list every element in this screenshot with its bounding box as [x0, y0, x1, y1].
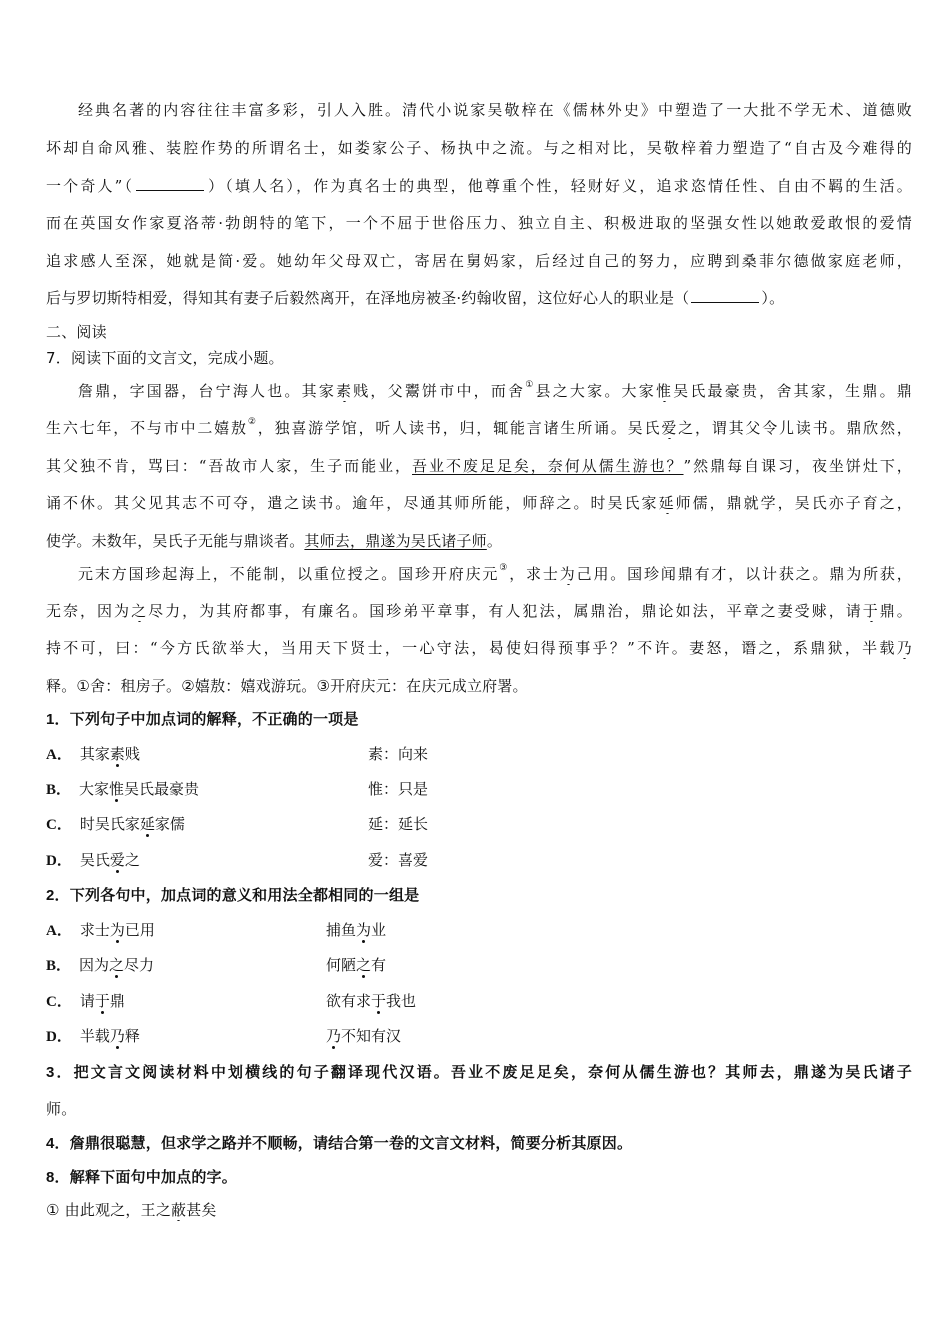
option-label: C． — [46, 817, 72, 833]
sub2-option-b[interactable] — [46, 954, 154, 977]
option-label: B． — [46, 958, 72, 974]
text: 业 — [371, 921, 387, 939]
option-label: C． — [46, 994, 72, 1010]
text: 大家 — [79, 780, 110, 798]
sub1-gloss-d: 爱：喜爱 — [368, 851, 429, 869]
text: 元末方国珍起海上，不能制，以重位授之。国珍开府庆元 — [78, 565, 500, 583]
text: ，求士 — [509, 565, 560, 583]
section-heading: 二、阅读 — [46, 323, 107, 341]
text: 时吴氏家 — [79, 815, 140, 833]
text: 其父独不肯，骂曰：“吾故市人家，生子而能业， — [46, 457, 412, 475]
q7-p1-line-2 — [46, 417, 912, 439]
sub1-gloss-c: 延：延长 — [368, 815, 429, 833]
dotted-word: 蔽 — [171, 1201, 187, 1219]
q8-prompt — [46, 1166, 912, 1189]
underlined-sentence: 吾业不废足足矣，奈何从儒生游也？ — [412, 457, 684, 475]
option-label: D． — [46, 853, 72, 869]
dotted-word: 之 — [109, 956, 125, 974]
sub1-option-a[interactable] — [46, 743, 140, 766]
intro-line-6 — [46, 287, 912, 309]
text: 何陋 — [326, 956, 357, 974]
dotted-word: 之 — [356, 956, 372, 974]
option-label: D． — [46, 1029, 72, 1045]
intro-line-1: 经典名著的内容往往丰富多彩，引人入胜。清代小说家吴敬梓在《儒林外史》中塑造了一大批不学无术、道德败 — [78, 101, 912, 119]
text: 吴氏最豪贵，舍其家，生鼎。鼎 — [673, 382, 912, 400]
text: 已用 — [124, 921, 155, 939]
text: 尽力，为其府都事，有廉名。国珍弟平章事，有人犯法，属鼎治，鼎论如法，平章之妻受赇，请 — [148, 602, 863, 620]
text: 贱，父鬻饼市中，而舍 — [353, 382, 526, 400]
text: 。 — [486, 532, 503, 550]
q8-prompt-text: 8．解释下面句中加点的字。 — [46, 1169, 237, 1186]
text: 吴氏最豪贵 — [124, 780, 200, 798]
text: 己用。国珍闻鼎有才，以计获之。鼎为所获， — [576, 565, 912, 583]
dotted-word: 于 — [862, 602, 880, 620]
answer-blank-1[interactable] — [136, 176, 204, 191]
q7-p1-line-4 — [46, 492, 912, 514]
dotted-word: 爱 — [661, 419, 679, 437]
intro-line-3 — [46, 175, 912, 197]
dotted-word: 为 — [356, 921, 372, 939]
sub2-option-a[interactable] — [46, 919, 155, 942]
sub2-option-b-pair — [326, 954, 386, 976]
dotted-word: 乃 — [326, 1027, 342, 1045]
sub1-stem-text: 1．下列句子中加点词的解释，不正确的一项是 — [46, 711, 359, 728]
text: 贱 — [124, 745, 140, 763]
q7-sub2-stem — [46, 884, 912, 907]
text: 半载 — [79, 1027, 110, 1045]
dotted-word: 为 — [559, 565, 577, 583]
sub1-gloss-a: 素：向来 — [368, 745, 429, 763]
dotted-word: 为 — [109, 921, 125, 939]
text: 不知有汉 — [341, 1027, 402, 1045]
text: 家儒 — [154, 815, 185, 833]
intro-line-4: 而在英国女作家夏洛蒂·勃朗特的笔下，一个不屈于世俗压力、独立自主、积极进取的坚强女性以她敢爱敢恨的爱情 — [46, 214, 912, 232]
dotted-word: 乃 — [109, 1027, 125, 1045]
text: 我也 — [386, 992, 417, 1010]
text: ，独喜游学馆，听人读书，归，辄能言诸生所诵。吴氏 — [257, 419, 662, 437]
footnote-mark: ② — [247, 417, 258, 427]
sub1-option-c[interactable] — [46, 813, 185, 836]
sub4-text: 4．詹鼎很聪慧，但求学之路并不顺畅，请结合第一卷的文言文材料，简要分析其原因。 — [46, 1135, 633, 1152]
sub1-option-b[interactable] — [46, 778, 199, 801]
q7-prompt: 7．阅读下面的文言文，完成小题。 — [46, 349, 284, 367]
text: 诵不休。其父见其志不可夺，遣之读书。逾年，尽通其师所能，师辞之。时吴氏家 — [46, 494, 659, 512]
text: 有 — [371, 956, 387, 974]
footnote-mark: ③ — [499, 563, 510, 573]
q7-p1-line-5 — [46, 530, 912, 552]
intro-line-2: 坏却自命风雅、装腔作势的所谓名士，如娄家公子、杨执中之流。与之相对比，吴敬梓着力塑造了“自古及今难得的 — [46, 139, 912, 157]
intro-line-6-a: 后与罗切斯特相爱，得知其有妻子后毅然离开，在泽地房被圣·约翰收留，这位好心人的职业是（ — [46, 289, 690, 307]
text: 因为 — [79, 956, 110, 974]
q7-p1-line-3 — [46, 455, 912, 477]
dotted-word: 于 — [371, 992, 387, 1010]
text: 其家 — [79, 745, 110, 763]
dotted-word: 惟 — [655, 382, 674, 400]
sub1-gloss-b: 惟：只是 — [368, 780, 429, 798]
dotted-word: 素 — [109, 745, 125, 763]
answer-blank-2[interactable] — [691, 288, 759, 303]
text: 求士 — [79, 921, 110, 939]
q7-p1-line-1 — [78, 380, 912, 402]
text: 使学。未数年，吴氏子无能与鼎谈者。 — [46, 532, 305, 550]
dotted-word: 素 — [336, 382, 354, 400]
text: 之，谓其父令儿读书。鼎欣然， — [678, 419, 912, 437]
text: 释 — [124, 1027, 140, 1045]
intro-line-6-b: ）。 — [761, 289, 785, 307]
text: 尽力 — [124, 956, 155, 974]
text: 生六七年，不与市中二嬉敖 — [46, 419, 248, 437]
sub2-option-a-pair — [326, 919, 386, 941]
text: 鼎。 — [879, 602, 912, 620]
text: 鼎 — [109, 992, 125, 1010]
dotted-word: 惟 — [109, 780, 125, 798]
footnote-mark: ① — [525, 380, 536, 390]
underlined-sentence: 其师去，鼎遂为吴氏诸子师 — [304, 532, 487, 550]
q7-sub4 — [46, 1132, 912, 1155]
dotted-word: 爱 — [109, 851, 125, 869]
option-label: A． — [46, 923, 72, 939]
q7-sub3-line-1 — [46, 1061, 912, 1083]
dotted-word: 乃 — [896, 639, 912, 657]
text: 之 — [124, 851, 140, 869]
sub2-option-d[interactable] — [46, 1025, 140, 1048]
q7-p2-line-2 — [46, 600, 912, 622]
text: 捕鱼 — [326, 921, 357, 939]
q7-p2-line-3 — [46, 637, 912, 659]
q8-item-1 — [46, 1199, 912, 1221]
text: 持不可，曰：“今方氏欲举大，当用天下贤士，一心守法，曷使妇得预事乎？”不许。妻怒，谮之，系鼎狱，半载 — [46, 639, 897, 657]
option-label: A． — [46, 747, 72, 763]
q7-sub3-line-2: 师。 — [46, 1100, 77, 1118]
dotted-word: 于 — [94, 992, 110, 1010]
text: 欲有求 — [326, 992, 372, 1010]
dotted-word: 之 — [131, 602, 149, 620]
text: 吴氏 — [79, 851, 110, 869]
dotted-word: 延 — [139, 815, 155, 833]
text: 师儒，鼎就学，吴氏亦子育之， — [675, 494, 912, 512]
intro-line-3-a: 一个奇人”（ — [46, 177, 135, 195]
sub1-option-d[interactable] — [46, 849, 140, 872]
sub2-option-c-pair — [326, 990, 416, 1012]
sub2-option-c[interactable] — [46, 990, 125, 1013]
option-label: B． — [46, 782, 72, 798]
intro-line-5: 追求感人至深，她就是简·爱。她幼年父母双亡，寄居在舅妈家，后经过自己的努力，应聘到桑菲尔德做家庭老师， — [46, 252, 912, 270]
sub3-text: 3．把文言文阅读材料中划横线的句子翻译现代汉语。吾业不废足足矣，奈何从儒生游也？其师去，鼎遂为吴氏诸子 — [46, 1064, 912, 1081]
q7-p2-line-1 — [78, 563, 912, 585]
sub2-stem-text: 2．下列各句中，加点词的意义和用法全都相同的一组是 — [46, 887, 420, 904]
text: ”然鼎每自课习，夜坐饼灶下， — [683, 457, 912, 475]
text: 甚矣 — [186, 1201, 217, 1219]
intro-line-3-b: ）（填人名），作为真名士的典型，他尊重个性，轻财好义，追求恣情任性、自由不羁的生活。 — [206, 177, 912, 195]
text: 无奈，因为 — [46, 602, 132, 620]
text: 詹鼎，字国器，台宁海人也。其家 — [78, 382, 337, 400]
q7-sub1-stem — [46, 708, 912, 731]
dotted-word: 延 — [658, 494, 676, 512]
text: 请 — [79, 992, 95, 1010]
text: 县之大家。大家 — [535, 382, 656, 400]
q7-footnotes: 释。①舍：租房子。②嬉敖：嬉戏游玩。③开府庆元：在庆元成立府署。 — [46, 677, 528, 695]
sub2-option-d-pair — [326, 1025, 401, 1047]
text: ① 由此观之，王之 — [46, 1201, 172, 1219]
